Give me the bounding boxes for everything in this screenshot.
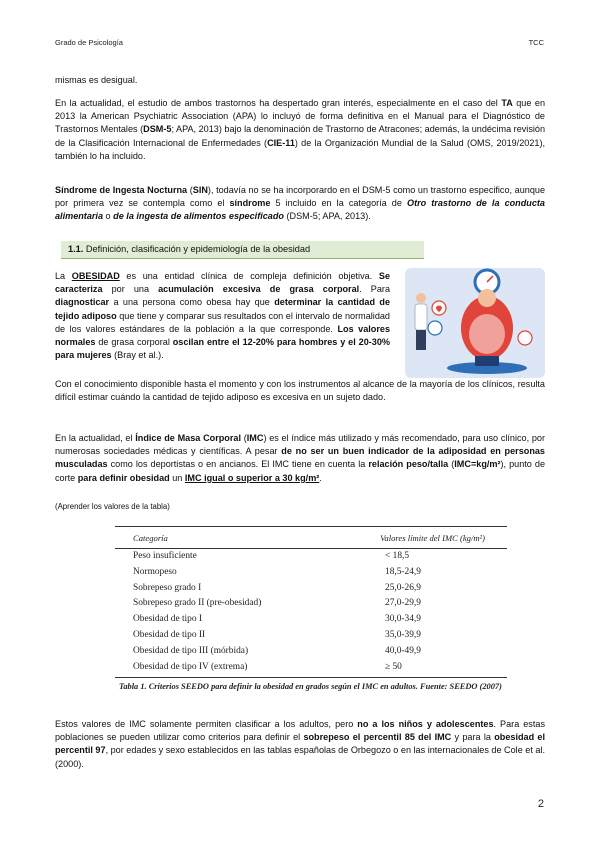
table-cell-value: 27,0-29,9 xyxy=(385,598,421,609)
table-row xyxy=(115,612,507,628)
paragraph-continued: mismas es desigual. xyxy=(55,75,138,85)
header-course: Grado de Psicología xyxy=(55,38,123,47)
table-cell-category: Obesidad de tipo II xyxy=(133,629,206,640)
table-cell-category: Obesidad de tipo III (mórbida) xyxy=(133,645,249,656)
paragraph-obesidad: La OBESIDAD es una entidad clínica de compleja definición objetiva. Se caracteriza por una acumulación excesiva de grasa corporal. Para diagnosticar a una persona como obesa hay que determinar la cantidad de tejido adiposo que tiene y comparar sus resultados con el intervalo de normalidad de los valores estándares de la población a la que corresponde. Los valores normales de grasa corporal oscilan entre el 12-20% para hombres y el 20-30% para mujeres (Bray et al.). xyxy=(55,271,391,361)
table-cell-value: 18,5-24,9 xyxy=(385,566,421,577)
table-cell-category: Sobrepeso grado I xyxy=(133,582,202,593)
table-cell-category: Obesidad de tipo I xyxy=(133,614,202,625)
table-cell-category: Obesidad de tipo IV (extrema) xyxy=(133,661,248,672)
table-header-value: Valores límite del IMC (kg/m²) xyxy=(380,533,485,543)
table-row xyxy=(115,628,507,644)
table-cell-value: 25,0-26,9 xyxy=(385,582,421,593)
header-subject: TCC xyxy=(528,38,544,47)
section-heading: 1.1. Definición, clasificación y epidemiología de la obesidad xyxy=(61,241,424,259)
table-cell-category: Sobrepeso grado II (pre-obesidad) xyxy=(133,598,262,609)
patient-head xyxy=(478,289,496,307)
doctor-coat xyxy=(415,304,427,330)
table-note: (Aprender los valores de la tabla) xyxy=(55,502,170,511)
table-row xyxy=(115,581,507,597)
table-row xyxy=(115,660,507,676)
patient-belly xyxy=(469,314,505,354)
paragraph-ta: En la actualidad, el estudio de ambos trastornos ha despertado gran interés, especialmente en el caso del TA que en 2013 la American Psychiatric Association (APA) lo incluyó de forma definitiva en el Manual para el Diagnóstico de Trastornos Mentales (DSM-5; APA, 2013) bajo la denominación de Trastorno de Atracones; además, la undécima revisión de la Clasificación Internacional de Enfermedades (CIE-11) de la Organización Mundial de la Salud (OMS, 2019/2021), también lo ha incluido. xyxy=(55,98,546,161)
table-row xyxy=(115,565,507,581)
table-caption: Tabla 1. Criterios SEEDO para definir la obesidad en grados según el IMC en adultos. Fuente: SEEDO (2007) xyxy=(119,682,502,692)
paragraph-sin: Síndrome de Ingesta Nocturna (SIN), todavía no se ha incorporardo en el DSM-5 como un trastorno especifico, aunque por primera vez se contempla como el síndrome 5 incluido en la categoría de Otro trastorno de la conducta alimentaria o de la ingesta de alimentos especificado (DSM-5; APA, 2013). xyxy=(55,185,546,222)
doctor-legs xyxy=(416,330,426,350)
table-cell-category: Normopeso xyxy=(133,566,177,577)
paragraph-ninos: Estos valores de IMC solamente permiten clasificar a los adultos, pero no a los niños y adolescentes. Para estas poblaciones se pueden utilizar como criterios para definir el sobrepeso el percentil 85 del IMC y para la obesidad el percentil 97, por edades y sexo establecidos en las tablas españolas de Orbegozo o en las internacionales de Cole et al. (2000). xyxy=(55,719,546,769)
table-bottom-rule xyxy=(115,677,507,678)
table-header-category: Categoría xyxy=(133,533,168,543)
table-cell-value: ≥ 50 xyxy=(385,661,402,672)
doctor-head xyxy=(416,293,426,303)
table-row xyxy=(115,549,507,565)
patient-legs xyxy=(475,356,499,366)
drop-icon xyxy=(518,331,532,345)
table-row xyxy=(115,596,507,612)
table-cell-category: Peso insuficiente xyxy=(133,551,197,561)
stats-icon xyxy=(428,321,442,335)
obesity-illustration xyxy=(405,268,545,378)
table-cell-value: 30,0-34,9 xyxy=(385,614,421,625)
paragraph-conocimiento: Con el conocimiento disponible hasta el momento y con los instrumentos al alcance de la mayoría de los clínicos, resulta difícil estimar cuándo la cantidad de tejido adiposo es excesiva en un sujeto dado. xyxy=(55,379,545,403)
table-row xyxy=(115,644,507,660)
paragraph-imc: En la actualidad, el Índice de Masa Corporal (IMC) es el índice más utilizado y más recomendado, para uso clínico, por numerosas sociedades médicas y científicas. A pesar de no ser un buen indicador de la adiposidad en personas musculadas como los deportistas o en ancianos. El IMC tiene en cuenta la relación peso/talla (IMC=kg/m²), punto de corte para definir obesidad un IMC igual o superior a 30 kg/m². xyxy=(55,433,545,483)
table-header xyxy=(115,526,507,549)
imc-table xyxy=(115,526,507,693)
table-cell-value: < 18,5 xyxy=(385,551,410,561)
page-number: 2 xyxy=(537,798,544,810)
table-cell-value: 40,0-49,9 xyxy=(385,645,421,656)
table-cell-value: 35,0-39,9 xyxy=(385,629,421,640)
